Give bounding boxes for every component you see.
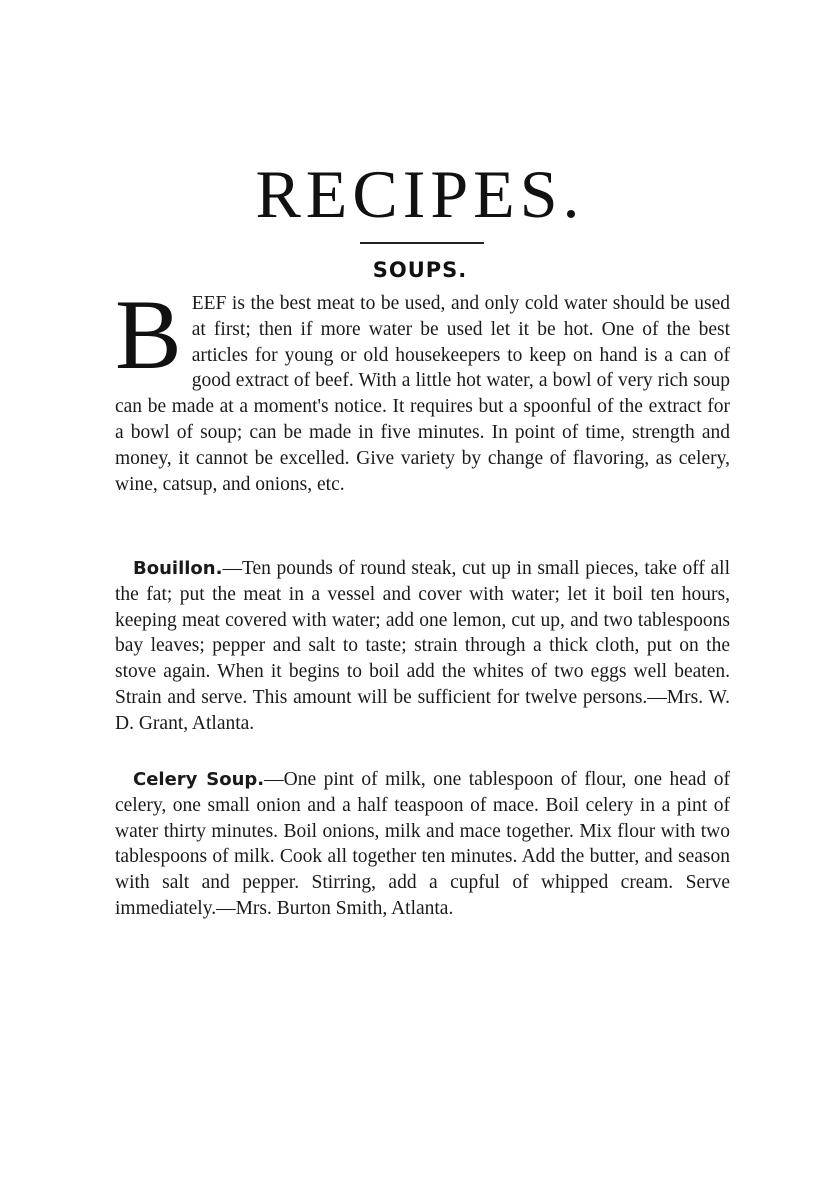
recipe-text-celery-soup: —One pint of milk, one tablespoon of flour, one head of celery, one small onion and a half teaspoon of mace. Boil celery in a pint of water thirty minutes. Boil onions, milk and mace together. Mix flour with two tablespoons of milk. Cook all together ten minutes. Add the butter, and season with salt and pepper. Stirring, add a cupful of whipped cream. Serve immediately.—Mrs. Burton Smith, Atlanta.	[115, 769, 730, 919]
recipe-celery-soup	[115, 767, 730, 922]
recipe-bouillon	[115, 556, 730, 737]
title-divider-rule	[360, 242, 484, 244]
page-title: RECIPES.	[255, 156, 585, 232]
recipe-name-celery-soup: Celery Soup.	[133, 769, 265, 790]
section-heading-soups: SOUPS.	[372, 258, 468, 282]
recipe-text-bouillon: —Ten pounds of round steak, cut up in small pieces, take off all the fat; put the meat in a vessel and cover with water; let it boil ten hours, keeping meat covered with water; add one lemon, cut up, and two tablespoons bay leaves; pepper and salt to taste; strain through a thick cloth, put on the stove again. When it begins to boil add the whites of two eggs well beaten. Strain and serve. This amount will be sufficient for twelve persons.—Mrs. W. D. Grant, Atlanta.	[115, 558, 730, 734]
recipe-name-bouillon: Bouillon.	[133, 558, 223, 579]
intro-paragraph	[115, 279, 730, 497]
intro-text: EEF is the best meat to be used, and only cold water should be used at first; then if more water be used let it be hot. One of the best articles for young or old housekeepers to keep on hand is a can of good extract of beef. With a little hot water, a bowl of very rich soup can be made at a moment's notice. It requires but a spoonful of the extract for a bowl of soup; can be made in five minutes. In point of time, strength and money, it cannot be excelled. Give variety by change of flavoring, as celery, wine, catsup, and onions, etc.	[115, 293, 730, 495]
drop-cap-letter: B	[115, 279, 182, 390]
